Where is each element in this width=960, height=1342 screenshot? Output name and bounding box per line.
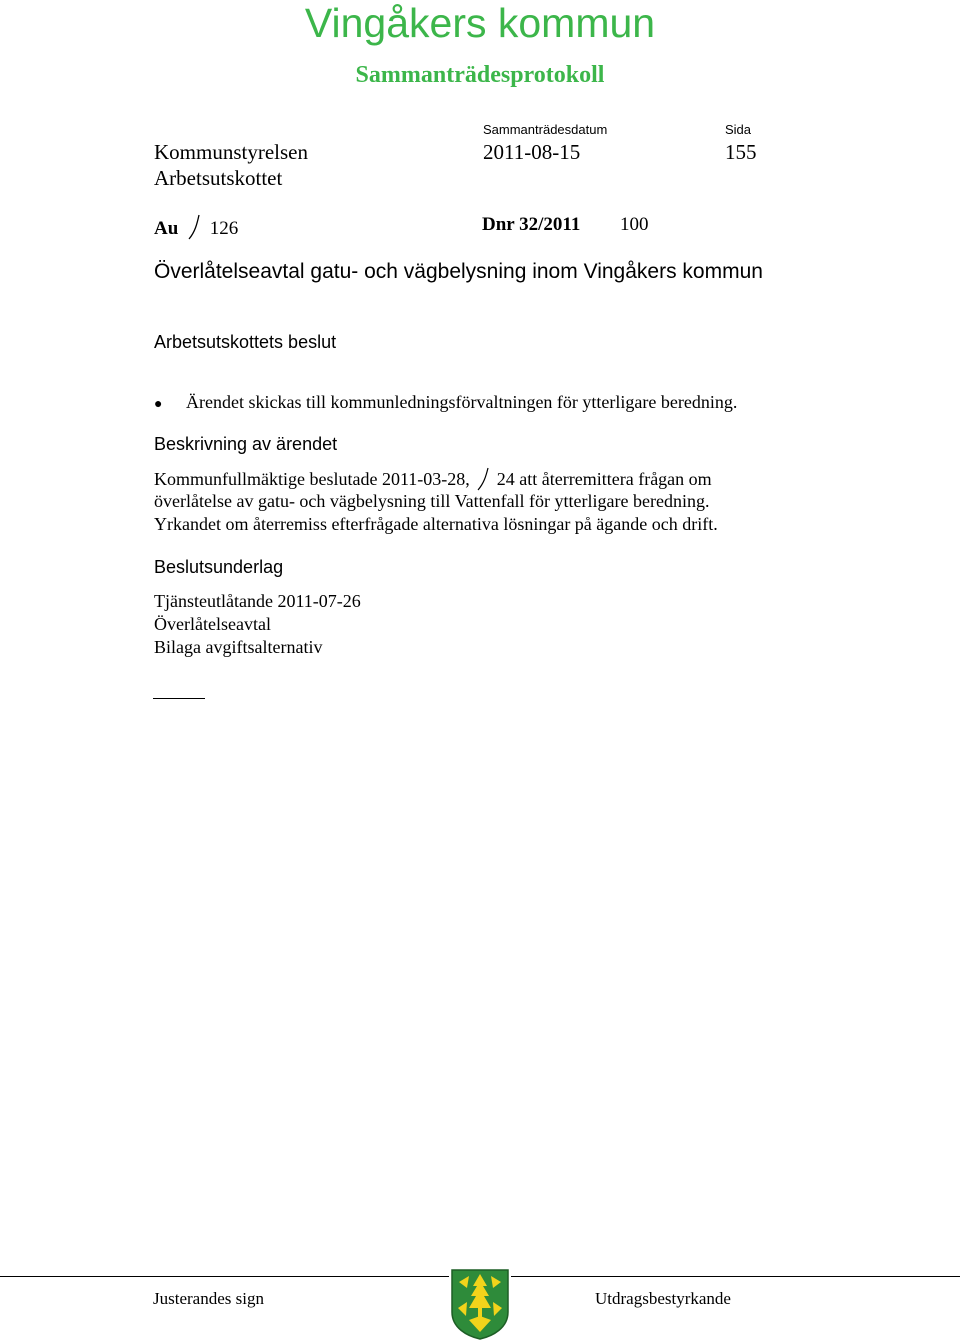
case-number: [154, 214, 238, 240]
description-line-1-end: 24 att återremittera frågan om: [496, 469, 712, 489]
document-type: Sammanträdesprotokoll: [355, 62, 605, 88]
decision-item: Ärendet skickas till kommunledningsförvaltningen för ytterligare beredning.: [186, 392, 738, 412]
description-line-2: överlåtelse av gatu- och vägbelysning till Vattenfall för ytterligare beredning.: [154, 491, 710, 511]
org-title: Vingåkers kommun: [304, 0, 656, 46]
end-rule: [153, 698, 205, 699]
basis-item-3: Bilaga avgiftsalternativ: [154, 637, 323, 657]
au-number: 126: [209, 218, 239, 239]
page-label: Sida: [725, 122, 752, 137]
case-code: 100: [620, 214, 649, 235]
section-sign-icon: [185, 214, 203, 240]
bullet-icon: ●: [154, 397, 163, 412]
description-line-1-start: Kommunfullmäktige beslutade 2011-03-28,: [154, 469, 470, 489]
municipal-crest-icon: [449, 1268, 511, 1340]
decision-heading: Arbetsutskottets beslut: [154, 332, 337, 352]
case-subject: Överlåtelseavtal gatu- och vägbelysning inom Vingåkers kommun: [154, 260, 763, 283]
footer-certified-label: Utdragsbestyrkande: [595, 1289, 731, 1308]
meeting-date: 2011-08-15: [483, 140, 581, 164]
description-line-3: Yrkandet om återremiss efterfrågade alternativa lösningar på ägande och drift.: [154, 514, 718, 534]
description-heading: Beskrivning av ärendet: [154, 434, 338, 454]
footer-sign-label: Justerandes sign: [153, 1289, 264, 1308]
basis-item-2: Överlåtelseavtal: [154, 614, 271, 634]
sub-body-name: Arbetsutskottet: [154, 166, 283, 190]
dnr: Dnr 32/2011: [482, 214, 581, 235]
description-line-1: [154, 467, 712, 491]
body-name: Kommunstyrelsen: [154, 140, 308, 164]
page-number: 155: [725, 140, 757, 164]
au-prefix: Au: [154, 218, 179, 239]
basis-heading: Beslutsunderlag: [154, 557, 284, 577]
section-sign-icon: [475, 467, 491, 491]
basis-item-1: Tjänsteutlåtande 2011-07-26: [154, 591, 361, 611]
meeting-date-label: Sammanträdesdatum: [483, 122, 608, 137]
